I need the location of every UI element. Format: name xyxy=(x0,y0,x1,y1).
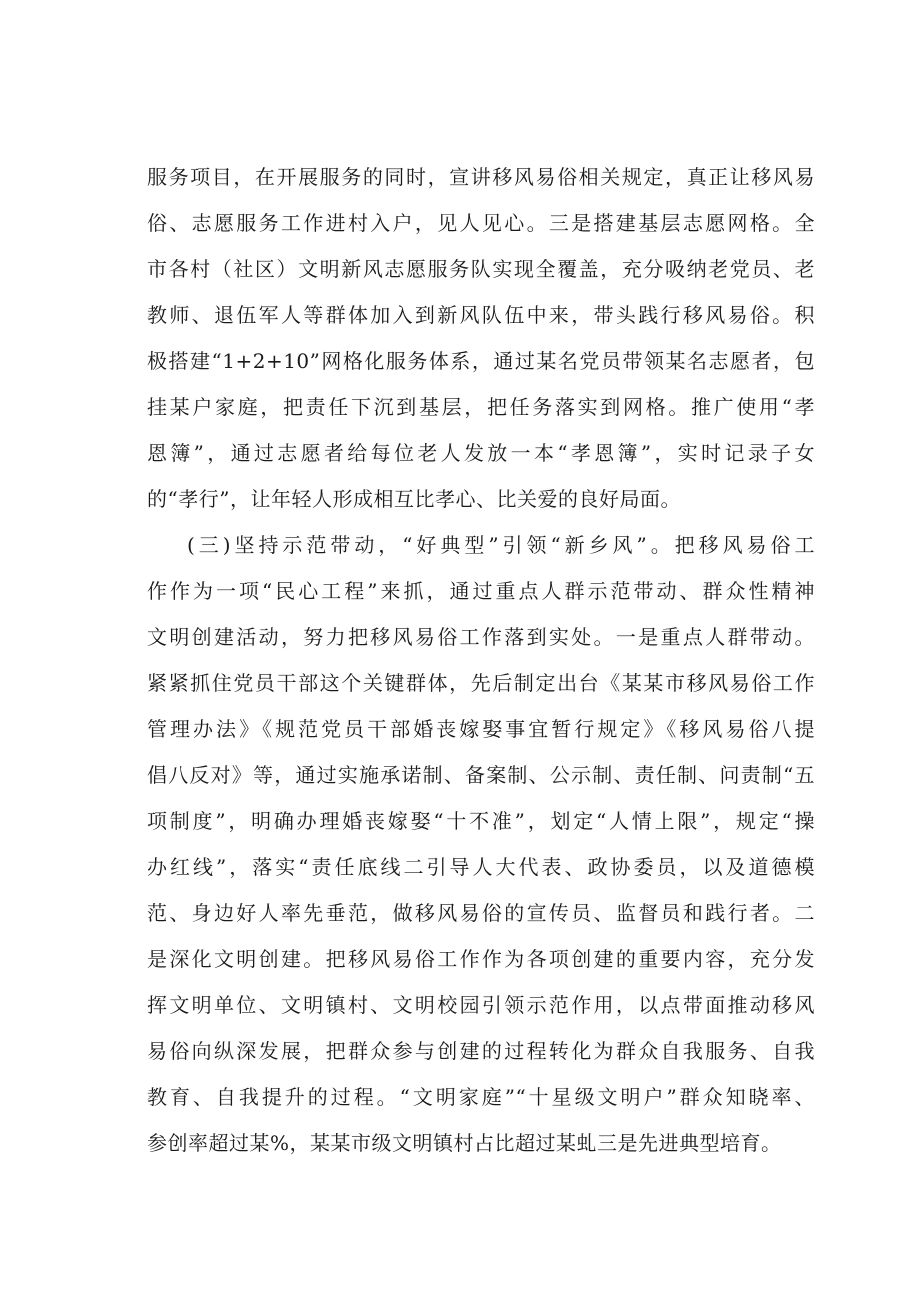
text-line: 易俗向纵深发展，把群众参与创建的过程转化为群众自我服务、自我 xyxy=(147,1039,815,1063)
text-line: 挥文明单位、文明镇村、文明校园引领示范作用，以点带面推动移风 xyxy=(147,993,815,1017)
text-line: 项制度”，明确办理婚丧嫁娶“十不准”，划定“人情上限”，规定“操 xyxy=(147,809,815,833)
text-line: 挂某户家庭，把责任下沉到基层，把任务落实到网格。推广使用“孝 xyxy=(147,395,815,419)
text-line: 市各村（社区）文明新风志愿服务队实现全覆盖，充分吸纳老党员、老 xyxy=(147,257,815,281)
text-line: 恩簿”，通过志愿者给每位老人发放一本“孝恩簿”，实时记录子女 xyxy=(147,441,815,465)
text-line: 俗、志愿服务工作进村入户，见人见心。三是搭建基层志愿网格。全 xyxy=(147,211,815,235)
text-line: 教师、退伍军人等群体加入到新风队伍中来，带头践行移风易俗。积 xyxy=(147,303,815,327)
text-line: 紧紧抓住党员干部这个关键群体，先后制定出台《某某市移风易俗工作 xyxy=(147,671,815,695)
text-line: 服务项目，在开展服务的同时，宣讲移风易俗相关规定，真正让移风易 xyxy=(147,165,815,189)
text-line: 倡八反对》等，通过实施承诺制、备案制、公示制、责任制、问责制“五 xyxy=(147,763,815,787)
text-line: (三)坚持示范带动，“好典型”引领“新乡风”。把移风易俗工 xyxy=(187,533,815,557)
text-line: 是深化文明创建。把移风易俗工作作为各项创建的重要内容，充分发 xyxy=(147,947,815,971)
text-line: 教育、自我提升的过程。“文明家庭”“十星级文明户”群众知晓率、 xyxy=(147,1085,815,1109)
text-line: 作作为一项“民心工程”来抓，通过重点人群示范带动、群众性精神 xyxy=(147,579,815,603)
text-line: 办红线”，落实“责任底线二引导人大代表、政协委员，以及道德模 xyxy=(147,855,815,879)
text-line: 文明创建活动，努力把移风易俗工作落到实处。一是重点人群带动。 xyxy=(147,625,815,649)
text-line: 极搭建“1+2+10”网格化服务体系，通过某名党员带领某名志愿者，包 xyxy=(147,349,815,373)
text-line: 管理办法》《规范党员干部婚丧嫁娶事宜暂行规定》《移风易俗八提 xyxy=(147,717,815,741)
text-line: 的“孝行”，让年轻人形成相互比孝心、比关爱的良好局面。 xyxy=(147,487,681,511)
text-line: 参创率超过某%，某某市级文明镇村占比超过某虬三是先进典型培育。 xyxy=(147,1131,782,1155)
text-line: 范、身边好人率先垂范，做移风易俗的宣传员、监督员和践行者。二 xyxy=(147,901,815,925)
